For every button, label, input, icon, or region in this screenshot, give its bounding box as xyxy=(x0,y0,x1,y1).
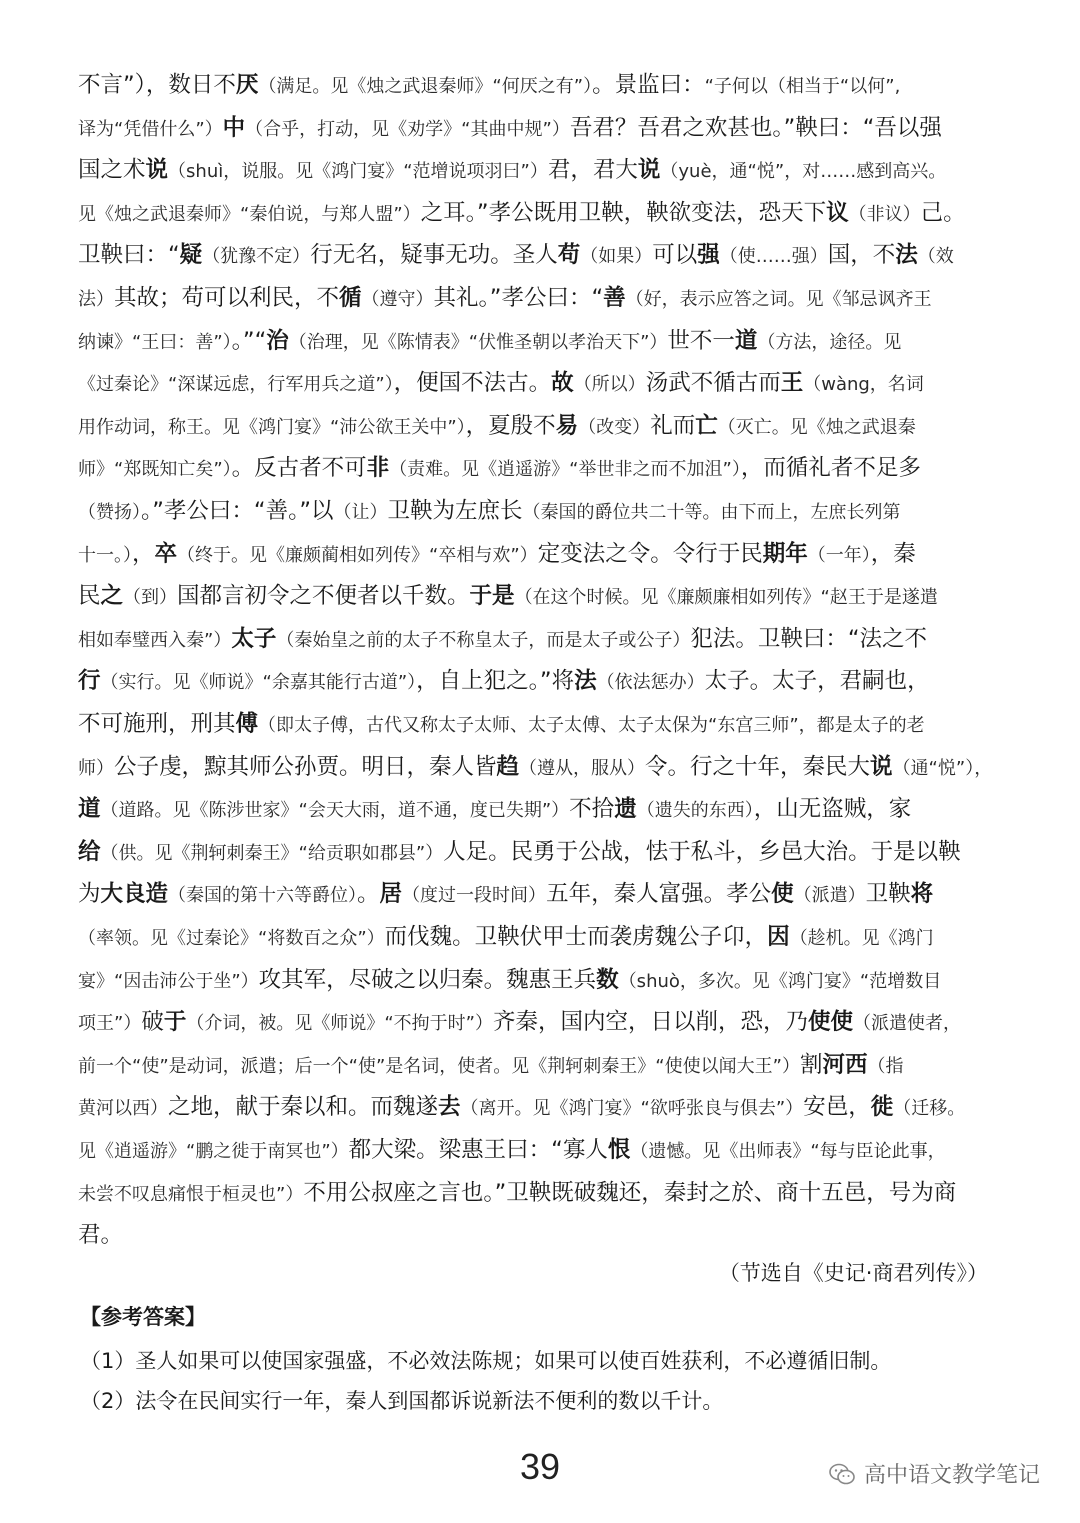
annotation-note: （shuì，说服。见《鸿门宴》“范增说项羽曰”） xyxy=(168,161,548,183)
glossed-word: 治 xyxy=(266,327,289,354)
text-line xyxy=(78,1050,903,1080)
text-segment: ，夏殷不 xyxy=(465,412,556,439)
glossed-word: 王 xyxy=(780,370,804,397)
glossed-word: 使使 xyxy=(808,1009,854,1036)
glossed-word: 善 xyxy=(603,285,626,311)
annotation-note: （满足。见《烛之武退秦师》“何厌之有”） xyxy=(258,76,593,97)
glossed-word: 趋 xyxy=(496,753,520,780)
glossed-word: 傅 xyxy=(235,711,259,737)
annotation-note: （如果） xyxy=(580,246,653,268)
text-line xyxy=(78,1178,956,1208)
annotation-note: （责难。见《逍遥游》“举世非之而不加沮”） xyxy=(389,459,741,481)
annotation-note: （合乎，打动，见《劝学》“其曲中规”） xyxy=(245,118,570,140)
annotation-note: （yuè，通“悦”，对……感到高兴。 xyxy=(660,161,947,183)
text-line xyxy=(78,283,932,313)
glossed-word: 因 xyxy=(767,924,790,950)
glossed-word: 强 xyxy=(697,242,720,269)
text-segment: 吾君？吾君之欢甚也。”鞅曰：“吾以强 xyxy=(569,114,942,141)
text-line xyxy=(78,1135,946,1165)
text-segment: 而伐魏。卫鞅伏甲士而袭虏魏公子卬， xyxy=(384,924,768,950)
text-segment: 。反古者不可 xyxy=(231,455,367,482)
text-segment: ， xyxy=(132,540,155,567)
annotation-note: （治理，见《陈情表》“伏惟圣朝以孝治天下”） xyxy=(288,331,668,353)
text-line xyxy=(78,965,941,995)
annotation-note: 用作动词，称王。见《鸿门宴》“沛公欲王关中”） xyxy=(78,416,466,438)
annotation-note: （效 xyxy=(917,246,954,268)
text-segment: 其礼。”孝公曰：“ xyxy=(433,285,604,311)
annotation-note: （离开。见《鸿门宴》“欲呼张良与俱去”） xyxy=(460,1098,804,1120)
text-segment: 为 xyxy=(78,881,101,908)
text-line xyxy=(78,752,992,782)
text-line xyxy=(78,581,938,611)
wechat-icon xyxy=(828,1462,856,1486)
annotation-note: （遵守） xyxy=(361,289,434,310)
text-segment: 。景监曰： xyxy=(592,72,705,98)
annotation-note: 十一。） xyxy=(78,544,132,566)
annotation-note: （派遣） xyxy=(793,885,866,907)
annotation-note: （使……强） xyxy=(719,246,828,268)
annotation-note: （一年） xyxy=(807,544,871,566)
glossed-word: 亡 xyxy=(695,412,718,439)
annotation-note: （灭亡。见《烛之武退秦 xyxy=(717,416,916,438)
glossed-word: 期年 xyxy=(762,540,808,567)
glossed-word: 故 xyxy=(551,370,574,397)
annotation-note: （非议） xyxy=(848,203,921,225)
text-line xyxy=(78,837,961,867)
text-segment: 国，不 xyxy=(827,242,896,269)
annotation-note: （依法惩办） xyxy=(596,672,705,694)
annotation-note: （派遣使者， xyxy=(853,1013,962,1035)
text-line xyxy=(78,879,933,909)
text-line xyxy=(78,496,901,526)
text-segment: 卫鞅曰：“ xyxy=(78,242,180,269)
text-segment: ，自上犯之。”将 xyxy=(416,668,575,695)
text-segment: 。”“ xyxy=(231,327,267,354)
answer-item: （1）圣人如果可以使国家强盛，不必效法陈规；如果可以使百姓获利，不必遵循旧制。 xyxy=(80,1349,892,1373)
text-line xyxy=(78,666,930,696)
annotation-note: （到） xyxy=(123,587,178,609)
annotation-note: 项王”） xyxy=(78,1013,142,1035)
annotation-note: （率领。见《过秦论》“将数百之众”） xyxy=(78,928,385,949)
annotation-note: 相如奉璧西入秦”） xyxy=(78,629,232,651)
text-segment: 不可施刑，刑其 xyxy=(78,711,236,737)
text-segment: 行无名，疑事无功。圣人 xyxy=(310,242,558,269)
annotation-note: （在这个时候。见《廉颇廉相如列传》“赵王于是遂遣 xyxy=(514,587,938,609)
text-segment: 卫鞅为左庶长 xyxy=(387,498,523,524)
watermark-text: 高中语文教学笔记 xyxy=(863,1463,1040,1488)
glossed-word: 河西 xyxy=(822,1051,868,1078)
text-segment: 不用公叔座之言也。”卫鞅既破魏还，秦封之於、商十五邑，号为商 xyxy=(303,1179,957,1206)
annotation-note: （实行。见《师说》“余嘉其能行古道”） xyxy=(100,672,417,694)
annotation-note: 黄河以西） xyxy=(78,1098,168,1120)
annotation-note: （度过一段时间） xyxy=(402,885,547,907)
glossed-word: 之 xyxy=(100,583,124,610)
text-segment: 不言”），数日不 xyxy=(78,72,236,98)
annotation-note: （秦国的第十六等爵位） xyxy=(168,885,358,907)
text-segment: 攻其军，尽破之以归秦。魏惠王兵 xyxy=(258,966,597,993)
text-segment: 破 xyxy=(141,1009,164,1036)
text-segment: 公子虔，黥其师公孙贾。明日，秦人皆 xyxy=(114,753,497,780)
annotation-note: （秦始皇之前的太子不称皇太子，而是太子或公子） xyxy=(276,629,691,651)
text-segment: 齐秦，国内空，日以削，恐，乃 xyxy=(493,1009,809,1036)
annotation-note: 纳谏》“王曰：善”） xyxy=(78,331,232,353)
glossed-word: 将 xyxy=(910,881,934,908)
glossed-word: 太子 xyxy=(231,625,277,652)
glossed-word: 去 xyxy=(438,1094,461,1121)
glossed-word: 恨 xyxy=(607,1137,631,1163)
annotation-note: （赞扬） xyxy=(78,502,141,523)
annotation-note: （犹豫不定） xyxy=(202,246,311,268)
glossed-word: 法 xyxy=(895,242,918,269)
text-segment: 卫鞅 xyxy=(865,881,911,908)
text-segment: 君，君大 xyxy=(547,157,638,184)
annotation-note: （方法，途径。见 xyxy=(757,331,902,353)
glossed-word: 易 xyxy=(555,412,579,439)
text-line xyxy=(78,1220,123,1250)
text-line xyxy=(78,1092,965,1122)
text-segment: 都大梁。梁惠王曰：“寡人 xyxy=(348,1137,608,1163)
annotation-note: 见《烛之武退秦师》“秦伯说，与郑人盟”） xyxy=(78,203,421,225)
annotation-note: （趁机。见《鸿门 xyxy=(789,928,934,949)
page-number: 39 xyxy=(519,1446,561,1487)
glossed-word: 大良造 xyxy=(100,881,169,908)
annotation-note: （好，表示应答之词。见《邹忌讽齐王 xyxy=(625,289,932,310)
glossed-word: 遗 xyxy=(614,796,637,823)
glossed-word: 给 xyxy=(78,838,101,865)
annotation-note: （shuò，多次。见《鸿门宴》“范增数目 xyxy=(618,970,942,992)
text-segment: 人足。民勇于公战，怯于私斗，乡邑大治。于是以鞅 xyxy=(443,838,961,865)
glossed-word: 说 xyxy=(145,157,169,184)
text-segment: 民 xyxy=(78,583,101,610)
text-line xyxy=(78,794,911,824)
glossed-word: 法 xyxy=(574,668,597,695)
text-segment: ，便国不法古。 xyxy=(393,370,552,397)
source-citation: （节选自《史记·商君列传》） xyxy=(718,1261,988,1285)
text-line xyxy=(78,113,942,143)
annotation-note: （遗失的东西） xyxy=(636,800,754,822)
annotation-note: （终于。见《廉颇蔺相如列传》“卒相与欢”） xyxy=(177,544,538,566)
glossed-word: 苟 xyxy=(557,242,581,269)
annotation-note: （即太子傅，古代又称太子太师、太子太傅、太子太保为“东宫三师”，都是太子的老 xyxy=(258,715,925,736)
text-line xyxy=(78,624,927,654)
annotation-note: （秦国的爵位共二十等。由下而上，左庶长列第 xyxy=(522,502,901,523)
glossed-word: 循 xyxy=(339,285,362,311)
text-line xyxy=(78,240,954,270)
text-line xyxy=(78,411,916,441)
text-segment: ，而循礼者不足多 xyxy=(740,455,921,482)
text-segment: 之地，献于秦以和。而魏遂 xyxy=(168,1094,439,1121)
text-segment: 太子。太子，君嗣也， xyxy=(704,668,930,695)
text-segment: 己。 xyxy=(920,199,966,226)
annotation-note: （改变） xyxy=(578,416,651,438)
annotation-note: （遵从，服从） xyxy=(519,757,646,779)
text-segment: 礼而 xyxy=(650,412,696,439)
annotation-note: 见《逍遥游》“鹏之徙于南冥也”） xyxy=(78,1141,349,1162)
glossed-word: 厌 xyxy=(235,72,259,98)
text-segment: 汤武不循古而 xyxy=(645,370,781,397)
glossed-word: 议 xyxy=(826,199,849,226)
annotation-note: 译为“凭借什么”） xyxy=(78,118,223,140)
glossed-word: 道 xyxy=(734,327,758,354)
annotation-note: （道路。见《陈涉世家》“会天大雨，道不通，度已失期”） xyxy=(100,800,570,822)
annotation-note: 前一个“使”是动词，派遣；后一个“使”是名词，使者。见《荆轲刺秦王》“使使以闻大王”） xyxy=(78,1055,800,1077)
text-segment: 不拾 xyxy=(569,796,615,823)
annotation-note: （供。见《荆轲刺秦王》“给贡职如郡县”） xyxy=(100,842,444,864)
glossed-word: 行 xyxy=(78,668,101,695)
glossed-word: 道 xyxy=(78,796,101,823)
watermark xyxy=(828,1458,1040,1489)
glossed-word: 疑 xyxy=(179,242,203,269)
glossed-word: 数 xyxy=(596,966,619,993)
annotation-note: （让） xyxy=(333,502,388,523)
annotation-note: （迁移。 xyxy=(893,1098,966,1120)
annotation-note: 宴》“因击沛公于坐”） xyxy=(78,970,259,992)
text-line xyxy=(78,326,901,356)
answer-item: （2）法令在民间实行一年，秦人到国都诉说新法不便利的数以千计。 xyxy=(80,1389,724,1413)
text-segment: 。 xyxy=(357,881,380,908)
annotation-note: 师》“郑既知亡矣”） xyxy=(78,459,232,481)
annotation-note: 法） xyxy=(78,289,114,310)
annotation-note: （wàng，名词 xyxy=(803,374,924,396)
text-segment: 可以 xyxy=(652,242,698,269)
text-segment: 割 xyxy=(799,1051,823,1078)
text-line xyxy=(78,453,921,483)
text-segment: 安邑， xyxy=(803,1094,871,1121)
answer-heading: 【参考答案】 xyxy=(80,1305,206,1329)
annotation-note: （指 xyxy=(867,1055,904,1077)
annotation-note: （通“悦”）， xyxy=(892,757,993,779)
glossed-word: 于 xyxy=(163,1009,187,1036)
annotation-note: 《过秦论》“深谋远虑，行军用兵之道”） xyxy=(78,374,394,396)
text-line xyxy=(78,155,946,185)
text-segment: 国之术 xyxy=(78,157,146,184)
glossed-word: 说 xyxy=(637,157,661,184)
text-segment: 君。 xyxy=(78,1222,124,1249)
annotation-note: 师） xyxy=(78,757,114,779)
glossed-word: 中 xyxy=(222,114,246,141)
glossed-word: 居 xyxy=(379,881,403,908)
annotation-note: （介词，被。见《师说》“不拘于时”） xyxy=(186,1013,494,1035)
glossed-word: 使 xyxy=(771,881,794,908)
text-segment: 定变法之令。令行于民 xyxy=(537,540,763,567)
text-line xyxy=(78,70,900,100)
glossed-word: 徙 xyxy=(870,1094,894,1121)
glossed-word: 非 xyxy=(366,455,390,482)
text-segment: 国都言初令之不便者以千数。 xyxy=(177,583,470,610)
glossed-word: 卒 xyxy=(154,540,178,567)
text-line xyxy=(78,922,934,952)
text-line xyxy=(78,198,966,228)
glossed-word: 说 xyxy=(870,753,893,780)
glossed-word: 于是 xyxy=(469,583,515,610)
text-line xyxy=(78,709,925,739)
text-segment: 之耳。”孝公既用卫鞅，鞅欲变法，恐天下 xyxy=(420,199,827,226)
text-segment: 五年，秦人富强。孝公 xyxy=(546,881,772,908)
text-line xyxy=(78,539,916,569)
text-segment: 其故；苟可以利民，不 xyxy=(114,285,340,311)
text-segment: 世不一 xyxy=(667,327,735,354)
text-line xyxy=(78,1007,961,1037)
text-segment: 令。行之十年，秦民大 xyxy=(645,753,871,780)
text-segment: ，山无盗贼，家 xyxy=(753,796,912,823)
text-segment: 。”孝公曰：“善。”以 xyxy=(141,498,334,524)
text-line xyxy=(78,368,924,398)
annotation-note: 未尝不叹息痛恨于桓灵也”） xyxy=(78,1183,304,1205)
annotation-note: “子何以（相当于“以何”, xyxy=(704,76,901,97)
text-segment: 犯法。卫鞅曰：“法之不 xyxy=(690,625,928,652)
text-segment: ，秦 xyxy=(870,540,916,567)
annotation-note: （所以） xyxy=(573,374,646,396)
annotation-note: （遗憾。见《出师表》“每与臣论此事， xyxy=(630,1141,946,1162)
